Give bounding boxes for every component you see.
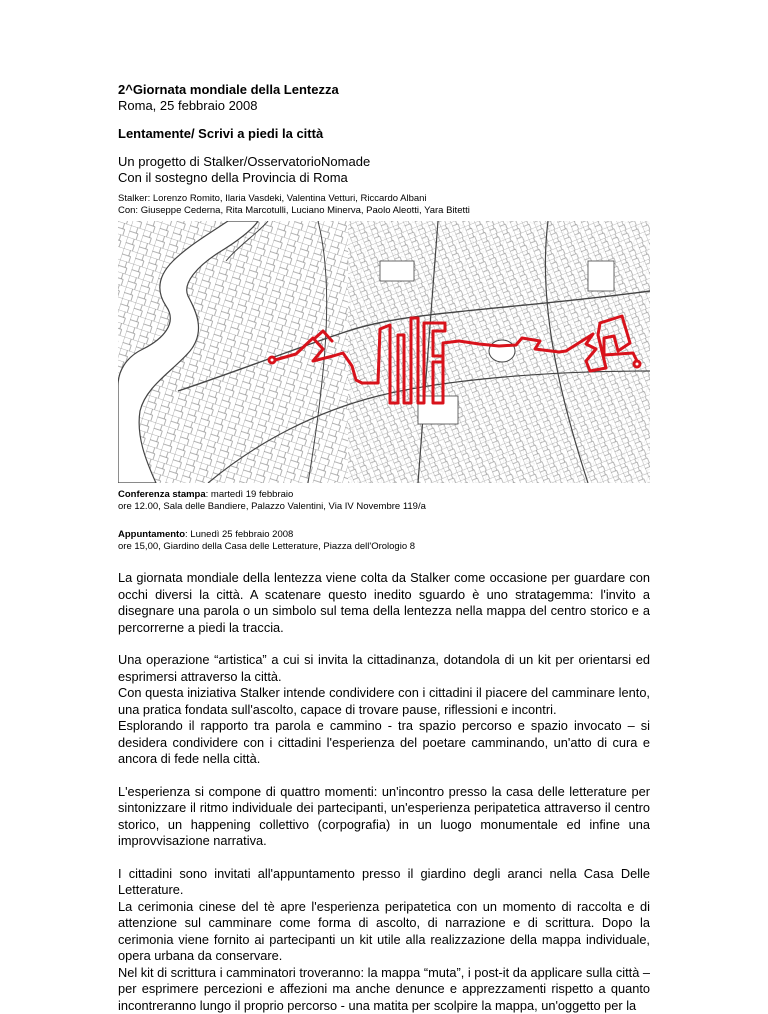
event-place-date: Roma, 25 febbraio 2008 — [118, 98, 257, 113]
paragraph: I cittadini sono invitati all'appuntamento presso il giardino degli aranci nella Casa Delle Letterature. — [118, 866, 650, 899]
paragraph: Nel kit di scrittura i camminatori troveranno: la mappa “muta”, i post-it da applicare sulla città – per esprimere percezioni e affezioni ma anche denunce e apprezzamenti rispetto a quanto incontreranno lungo il proprio percorso - una matita per scolpire la mappa, un'oggetto per la — [118, 965, 650, 1014]
paragraph: Esplorando il rapporto tra parola e cammino - tra spazio percorso e spazio invocato – si desidera condividere con i cittadini l'esperienza del poetare camminando, un'atto di cura e ancora di fede nella città. — [118, 718, 650, 768]
paragraph: Una operazione “artistica” a cui si invita la cittadinanza, dotandola di un kit per orientarsi ed esprimersi attraverso la città. — [118, 652, 650, 685]
project-line: Un progetto di Stalker/OsservatorioNomade — [118, 154, 370, 169]
paragraph: Con questa iniziativa Stalker intende condividere con i cittadini il piacere del camminare lento, una pratica fondata sull'ascolto, capace di trovare pause, riflessioni e incontri. — [118, 685, 650, 718]
paragraph: L'esperienza si compone di quattro momenti: un'incontro presso la casa delle letterature per sintonizzare il ritmo individuale dei partecipanti, un'esperienza peripatetica attraverso il centro storico, un happening collettivo (corpografia) in un luogo monumentale ed infine una improvvisazione narrativa. — [118, 784, 650, 850]
credits-stalker: Stalker: Lorenzo Romito, Ilaria Vasdeki, Valentina Vetturi, Riccardo Albani — [118, 193, 427, 204]
appointment-details: ore 15,00, Giardino della Casa delle Letterature, Piazza dell'Orologio 8 — [118, 541, 415, 552]
appointment-date: : Lunedì 25 febbraio 2008 — [185, 529, 293, 540]
press-conference-line — [118, 489, 293, 500]
map-landmark — [489, 340, 515, 362]
event-title: 2^Giornata mondiale della Lentezza — [118, 82, 339, 97]
body-text — [118, 570, 650, 1014]
map-landmark — [588, 261, 614, 291]
event-subtitle: Lentamente/ Scrivi a piedi la città — [118, 126, 323, 141]
appointment-line — [118, 529, 293, 540]
press-date: : martedì 19 febbraio — [206, 489, 294, 500]
paragraph: La cerimonia cinese del tè apre l'esperienza peripatetica con un momento di raccolta e di attenzione sul camminare come forma di ascolto, di narrazione e di scrittura. Dopo la cerimonia viene fornito ai partecipanti un kit utile alla realizzazione della mappa individuale, opera urbana da conservare. — [118, 899, 650, 965]
press-label: Conferenza stampa — [118, 489, 206, 500]
map-landmark — [380, 261, 414, 281]
appointment-label: Appuntamento — [118, 529, 185, 540]
paragraph: La giornata mondiale della lentezza viene colta da Stalker come occasione per guardare con occhi diversi la città. A scatenare questo inedito sguardo è uno stratagemma: l'invito a disegnare una parola o un simbolo sul tema della lentezza nella mappa del centro storico e a percorrerne a piedi la traccia. — [118, 570, 650, 636]
support-line: Con il sostegno della Provincia di Roma — [118, 170, 348, 185]
press-details: ore 12.00, Sala delle Bandiere, Palazzo Valentini, Via IV Novembre 119/a — [118, 501, 426, 512]
city-map — [118, 221, 650, 483]
credits-con: Con: Giuseppe Cederna, Rita Marcotulli, Luciano Minerva, Paolo Aleotti, Yara Bitetti — [118, 205, 470, 216]
